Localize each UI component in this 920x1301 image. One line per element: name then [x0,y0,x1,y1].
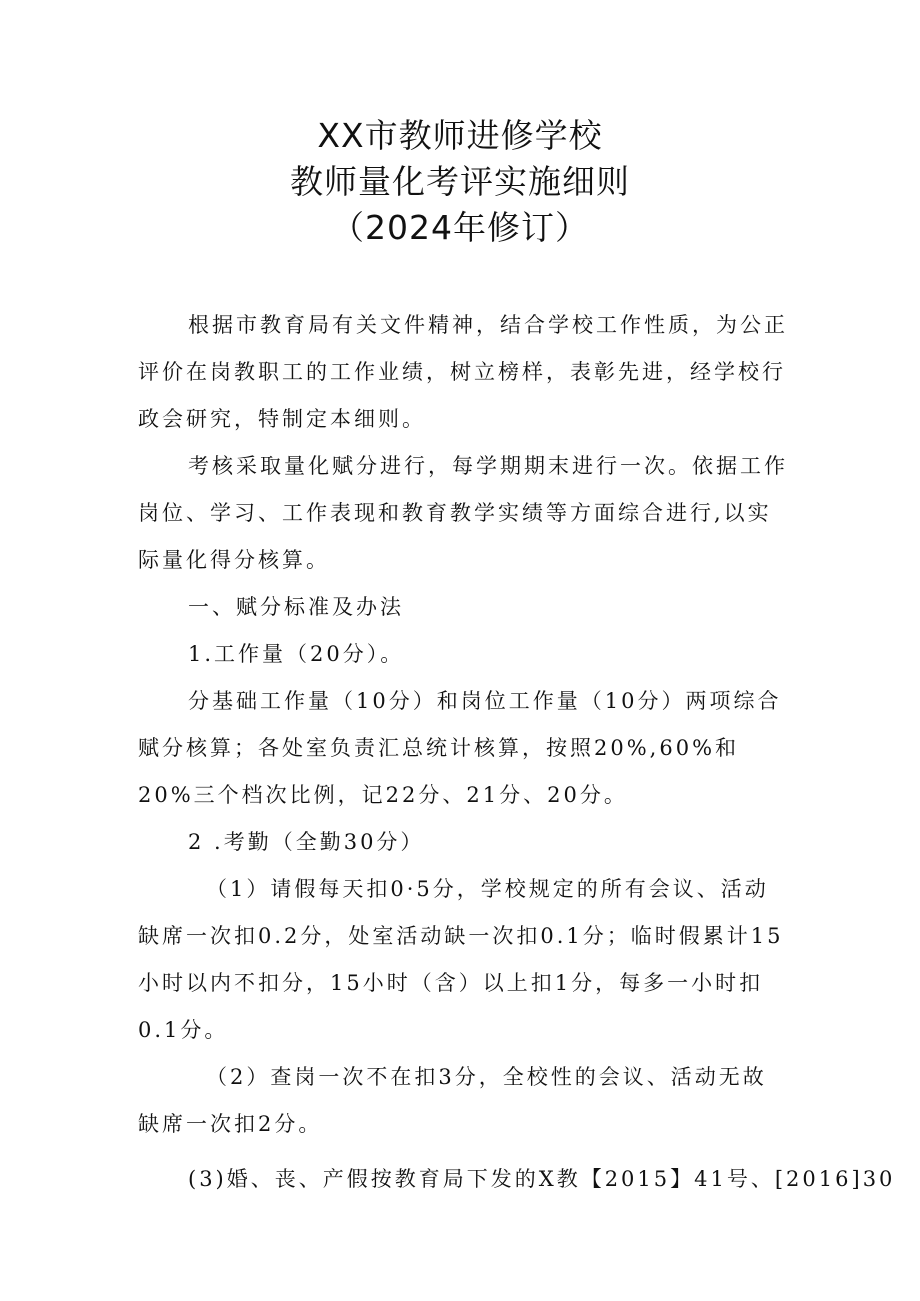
paragraph-purpose: 根据市教育局有关文件精神，结合学校工作性质，为公正评价在岗教职工的工作业绩，树立榜样，表彰先进，经学校行政会研究，特制定本细则。 [138,313,788,431]
document-body [138,302,896,1203]
paragraph-attendance-leave: （1）请假每天扣0·5分，学校规定的所有会议、活动缺席一次扣0.2分，处室活动缺一次扣0.1分；临时假累计15小时以内不扣分，15小时（含）以上扣1分，每多一小时扣0.1分。 [138,877,784,1042]
item-heading-attendance: 2 .考勤（全勤30分） [188,830,425,854]
paragraph-attendance-special-leave: (3)婚、丧、产假按教育局下发的X教【2015】41号、[2016]30 [188,1167,896,1191]
paragraph-attendance-check: （2）查岗一次不在扣3分，全校性的会议、活动无故缺席一次扣2分。 [138,1065,767,1136]
title-rules-name: 教师量化考评实施细则 [290,162,630,201]
item-heading-workload: 1.工作量（20分）。 [188,642,405,666]
title-school-name: XX市教师进修学校 [317,116,603,155]
paragraph-workload: 分基础工作量（10分）和岗位工作量（10分）两项综合赋分核算；各处室负责汇总统计核算，按照20%,60%和20%三个档次比例，记22分、21分、20分。 [138,689,782,807]
document-title [0,113,920,251]
paragraph-method: 考核采取量化赋分进行，每学期期末进行一次。依据工作岗位、学习、工作表现和教育教学实绩等方面综合进行,以实际量化得分核算。 [138,454,788,572]
section-heading-scoring: 一、赋分标准及办法 [188,595,404,619]
title-revision-year: （2024年修订） [331,208,589,247]
